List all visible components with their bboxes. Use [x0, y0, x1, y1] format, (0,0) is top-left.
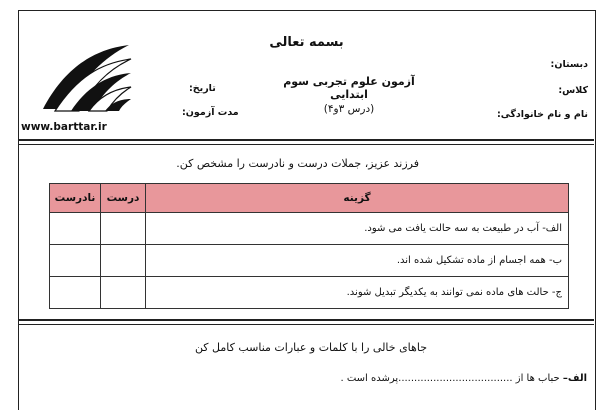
- false-answer-cell[interactable]: [50, 245, 101, 277]
- table-row: [50, 213, 569, 245]
- fill-blank-item: [340, 373, 587, 384]
- date-label: تاریخ:: [189, 83, 216, 94]
- table-row: [50, 245, 569, 277]
- duration-label: مدت آزمون:: [182, 107, 239, 118]
- true-answer-cell[interactable]: [101, 213, 146, 245]
- exam-sheet: [18, 10, 596, 410]
- col-option-header: گزینه: [146, 184, 569, 213]
- question2-instruction: جاهای خالی را با کلمات و عبارات مناسب کامل کن: [194, 341, 427, 354]
- item-text: حباب ها از ....................................پرشده است .: [340, 373, 560, 384]
- table-row: [50, 277, 569, 309]
- table-header-row: [50, 184, 569, 213]
- site-url[interactable]: www.barttar.ir: [21, 121, 107, 133]
- exam-header: [19, 11, 594, 139]
- lesson-range: (درس ۳و۴): [323, 103, 375, 115]
- page-title: بسمه تعالی: [269, 35, 344, 50]
- section-divider: [19, 319, 594, 325]
- col-false-header: نادرست: [50, 184, 101, 213]
- item-prefix: الف–: [562, 373, 587, 384]
- student-name-label: نام و نام خانوادگی:: [496, 109, 588, 120]
- school-label: دبستان:: [550, 59, 588, 70]
- true-answer-cell[interactable]: [101, 245, 146, 277]
- header-divider: [19, 139, 594, 145]
- statement-cell: ج- حالت های ماده نمی توانند به یکدیگر تبدیل شوند.: [146, 277, 569, 309]
- false-answer-cell[interactable]: [50, 213, 101, 245]
- class-label: کلاس:: [558, 85, 588, 96]
- col-true-header: درست: [101, 184, 146, 213]
- statement-cell: الف- آب در طبیعت به سه حالت یافت می شود.: [146, 213, 569, 245]
- false-answer-cell[interactable]: [50, 277, 101, 309]
- barttar-logo-icon: [35, 37, 135, 117]
- cut-off-next-line: [335, 403, 575, 411]
- statement-cell: ب- همه اجسام از ماده تشکیل شده اند.: [146, 245, 569, 277]
- exam-title: آزمون علوم تجربی سوم ابتدایی: [283, 75, 415, 101]
- true-answer-cell[interactable]: [101, 277, 146, 309]
- question1-instruction: فرزند عزیز، جملات درست و نادرست را مشخص کن.: [176, 157, 419, 170]
- true-false-table: [49, 183, 569, 309]
